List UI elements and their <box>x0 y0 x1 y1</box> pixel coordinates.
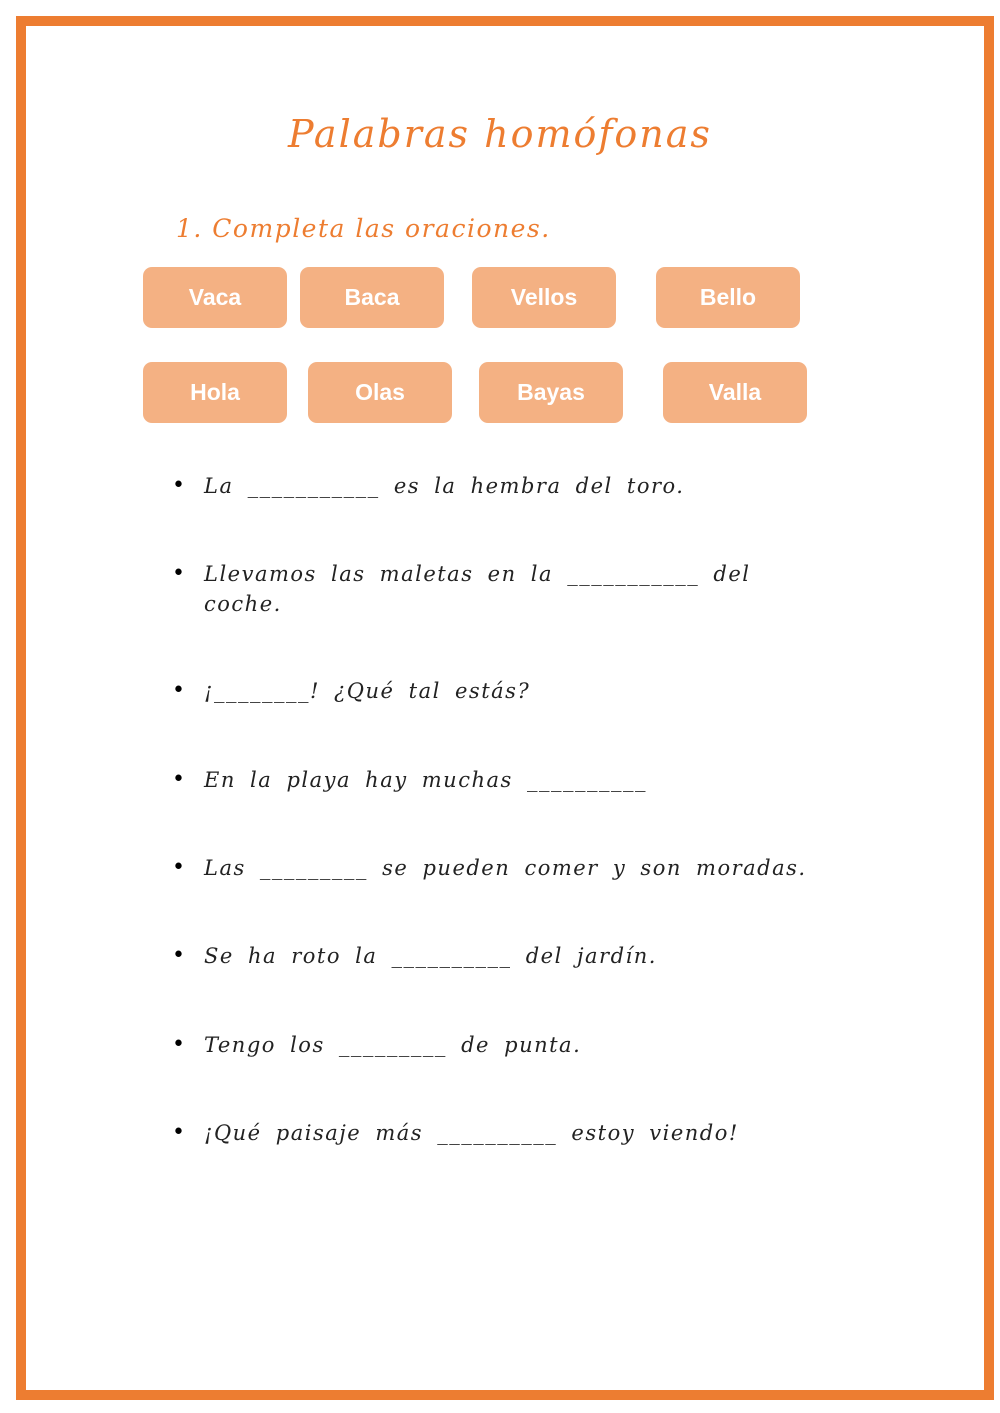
bullet-icon: • <box>172 678 187 703</box>
page-title: Palabras homófonas <box>288 112 712 156</box>
word-tile-hola: Hola <box>143 362 287 423</box>
word-tile-olas: Olas <box>308 362 452 423</box>
sentence-text: Llevamos las maletas en la ___________ del coche. <box>204 562 765 616</box>
sentence-item <box>172 676 812 706</box>
sentence-text: En la playa hay muchas __________ <box>204 768 647 792</box>
sentence-text: ¡________! ¿Qué tal estás? <box>204 679 531 703</box>
bullet-icon: • <box>172 767 187 792</box>
bullet-icon: • <box>172 1120 187 1145</box>
word-tile-vaca: Vaca <box>143 267 287 328</box>
sentence-text: ¡Qué paisaje más __________ estoy viendo! <box>204 1121 739 1145</box>
word-tile-valla: Valla <box>663 362 807 423</box>
bullet-icon: • <box>172 943 187 968</box>
bullet-icon: • <box>172 855 187 880</box>
bullet-icon: • <box>172 561 187 586</box>
bullet-icon: • <box>172 1032 187 1057</box>
word-tile-bello: Bello <box>656 267 800 328</box>
sentence-item <box>172 559 812 619</box>
sentence-item <box>172 471 812 501</box>
word-tile-baca: Baca <box>300 267 444 328</box>
word-tile-bayas: Bayas <box>479 362 623 423</box>
sentence-item <box>172 765 812 795</box>
word-tile-vellos: Vellos <box>472 267 616 328</box>
sentence-text: Las _________ se pueden comer y son moradas. <box>204 856 807 880</box>
bullet-icon: • <box>172 473 187 498</box>
sentence-text: Tengo los _________ de punta. <box>204 1033 582 1057</box>
exercise-instruction: 1. Completa las oraciones. <box>176 214 551 243</box>
sentence-item <box>172 941 812 971</box>
sentence-text: Se ha roto la __________ del jardín. <box>204 944 657 968</box>
sentence-item <box>172 1118 812 1148</box>
sentence-item <box>172 853 812 883</box>
sentence-text: La ___________ es la hembra del toro. <box>204 474 685 498</box>
sentence-item <box>172 1030 812 1060</box>
